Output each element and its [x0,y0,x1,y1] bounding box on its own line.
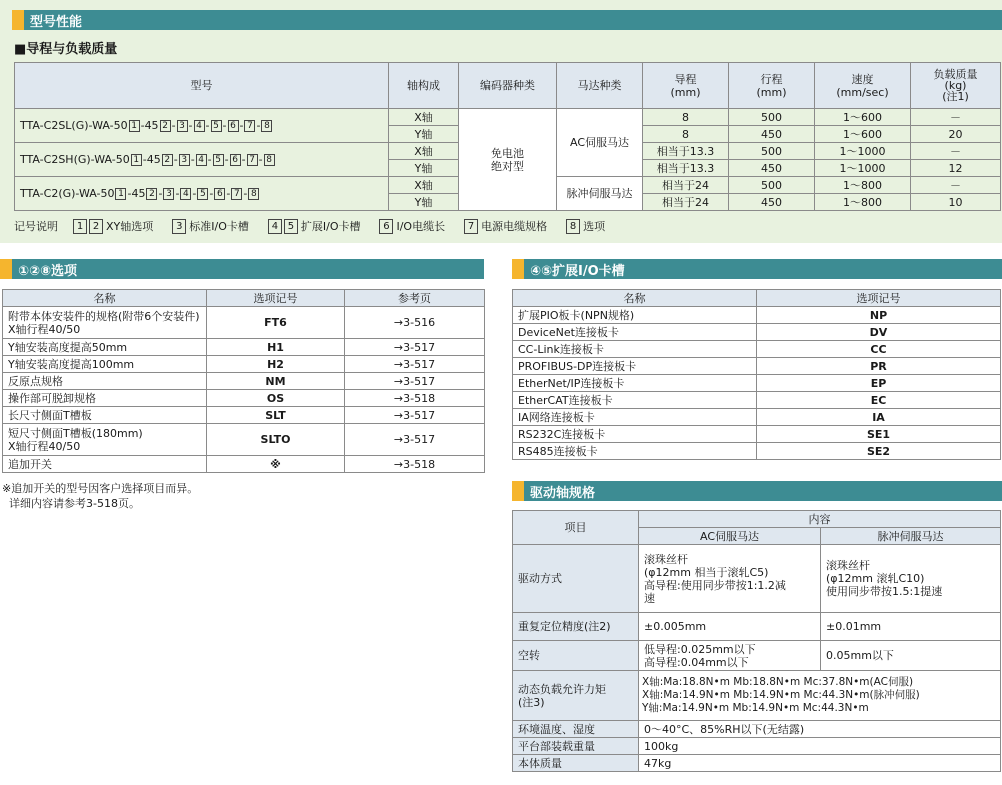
table-row [3,356,485,373]
io-name: EtherNet/IP连接板卡 [513,375,757,392]
section-title: ④⑤扩展I/O卡槽 [530,263,625,279]
header-stroke: 行程 (mm) [729,63,815,109]
option-page: →3-517 [345,356,485,373]
speed-cell: 1～1000 [815,160,911,177]
table-row [3,373,485,390]
model-option-box: 2 [162,154,173,166]
model-code-part: TTA-C2SL(G)-WA-50 [20,119,128,132]
axis-cell: Y轴 [389,194,459,211]
model-code-part: - [192,187,197,200]
io-name: RS485连接板卡 [513,443,757,460]
io-name: EtherCAT连接板卡 [513,392,757,409]
io-code: SE1 [757,426,1001,443]
encoder-cell: 免电池 绝对型 [459,109,557,211]
model-option-box: 1 [131,154,142,166]
option-name: Y轴安装高度提高50mm [3,339,207,356]
option-code: ※ [207,456,345,473]
io-code: NP [757,307,1001,324]
io-name: CC-Link连接板卡 [513,341,757,358]
drive-value: 47kg [639,755,1001,772]
axis-cell: Y轴 [389,160,459,177]
lead-cell: 相当于13.3 [643,143,729,160]
option-code: SLTO [207,424,345,456]
load-cell: 20 [911,126,1001,143]
lead-cell: 8 [643,109,729,126]
drive-item: 空转 [513,641,639,671]
moment-values [639,671,1001,721]
model-code-part: - [239,119,244,132]
io-header-code: 选项记号 [757,290,1001,307]
moment-line: X轴:Ma:14.9N•m Mb:14.9N•m Mc:44.3N•m(脉冲伺服) [642,689,920,701]
model-code-part: - [173,153,178,166]
drive-ac: ±0.005mm [639,613,821,641]
io-name: DeviceNet连接板卡 [513,324,757,341]
option-name: 反原点规格 [3,373,207,390]
options-header-page: 参考页 [345,290,485,307]
drive-pulse: 滚珠丝杆 (φ12mm 滚轧C10) 使用同步带按1.5:1提速 [821,545,1001,613]
option-page: →3-517 [345,407,485,424]
model-code-part: - [207,153,212,166]
io-code: DV [757,324,1001,341]
drive-item: 重复定位精度(注2) [513,613,639,641]
drive-item: 本体质量 [513,755,639,772]
stroke-cell: 450 [729,160,815,177]
lead-load-table [14,62,1001,211]
table-row [513,613,1001,641]
lead-cell: 相当于13.3 [643,160,729,177]
option-name: 长尺寸侧面T槽板 [3,407,207,424]
axis-cell: X轴 [389,177,459,194]
speed-cell: 1～800 [815,194,911,211]
model-option-box: 7 [244,120,255,132]
model-code-part: - [256,119,261,132]
legend-box: 7 [464,219,478,234]
stroke-cell: 450 [729,194,815,211]
model-code-part: - [205,119,210,132]
drive-ac: 滚珠丝杆 (φ12mm 相当于滚轧C5) 高导程:使用同步带按1:1.2减 速 [639,545,821,613]
lead-cell: 相当于24 [643,177,729,194]
option-code: OS [207,390,345,407]
lead-cell: 8 [643,126,729,143]
axis-cell: X轴 [389,109,459,126]
table-row [3,424,485,456]
model-option-box: 6 [230,154,241,166]
drive-header-item: 项目 [513,511,639,545]
io-name: 扩展PIO板卡(NPN规格) [513,307,757,324]
model-cell [15,177,389,211]
load-cell: － [911,143,1001,160]
table-row [513,738,1001,755]
model-code-part: - [258,153,263,166]
section-header-options [0,259,484,279]
axis-cell: Y轴 [389,126,459,143]
model-option-box: 7 [231,188,242,200]
model-code-part: TTA-C2(G)-WA-50 [20,187,115,200]
io-code: SE2 [757,443,1001,460]
model-option-box: 4 [180,188,191,200]
legend-text: 电源电缆规格 [481,220,548,233]
sub-title-lead-load: ■导程与负载质量 [14,42,118,57]
speed-cell: 1～600 [815,109,911,126]
table-row [513,443,1001,460]
stroke-cell: 500 [729,109,815,126]
table-row [513,545,1001,613]
model-code-part: - [188,119,193,132]
section-title: ①②⑧选项 [18,263,78,279]
section-marker [512,481,524,501]
load-cell: 10 [911,194,1001,211]
model-option-box: 3 [179,154,190,166]
option-page: →3-517 [345,424,485,456]
section-marker [0,259,12,279]
table-row [513,755,1001,772]
model-option-box: 3 [177,120,188,132]
load-cell: － [911,109,1001,126]
section-header-drive [512,481,1002,501]
table-row [513,641,1001,671]
header-model: 型号 [15,63,389,109]
option-name: 追加开关 [3,456,207,473]
options-table [2,289,485,473]
table-row [513,324,1001,341]
table-row [513,375,1001,392]
legend-text: I/O电缆长 [396,220,446,233]
legend-item [171,218,249,234]
header-motor: 马达种类 [557,63,643,109]
model-option-box: 1 [129,120,140,132]
drive-header-content: 内容 [639,511,1001,528]
option-page: →3-518 [345,456,485,473]
section-marker [12,10,24,30]
section-header-model-performance [12,10,1002,30]
model-option-box: 1 [115,188,126,200]
option-code: SLT [207,407,345,424]
model-option-box: 4 [196,154,207,166]
drive-item: 环境温度、湿度 [513,721,639,738]
motor-cell: AC伺服马达 [557,109,643,177]
model-code-part: -45 [127,187,146,200]
speed-cell: 1～1000 [815,143,911,160]
option-name: Y轴安装高度提高100mm [3,356,207,373]
legend-item [72,218,153,234]
header-speed: 速度 (mm/sec) [815,63,911,109]
load-cell: － [911,177,1001,194]
legend-item [565,218,605,234]
model-code-part: - [175,187,180,200]
model-option-box: 6 [214,188,225,200]
table-row [513,409,1001,426]
io-header-name: 名称 [513,290,757,307]
model-option-box: 3 [163,188,174,200]
model-code-part: - [209,187,214,200]
drive-value: 100kg [639,738,1001,755]
drive-item: 动态负载允许力矩 (注3) [513,671,639,721]
option-page: →3-518 [345,390,485,407]
io-code: CC [757,341,1001,358]
legend-label: 记号说明 [14,220,58,233]
legend-box: 5 [284,219,298,234]
table-row [3,390,485,407]
model-option-box: 8 [261,120,272,132]
axis-cell: X轴 [389,143,459,160]
drive-item: 驱动方式 [513,545,639,613]
model-option-box: 2 [146,188,157,200]
model-option-box: 8 [248,188,259,200]
legend-text: 扩展I/O卡槽 [300,220,361,233]
io-code: PR [757,358,1001,375]
section-title: 驱动轴规格 [530,485,596,501]
table-row [513,358,1001,375]
stroke-cell: 500 [729,143,815,160]
model-code-part: - [158,187,163,200]
moment-line: Y轴:Ma:14.9N•m Mb:14.9N•m Mc:44.3N•m [642,702,869,714]
model-option-box: 7 [247,154,258,166]
model-code-part: TTA-C2SH(G)-WA-50 [20,153,130,166]
drive-pulse: ±0.01mm [821,613,1001,641]
symbol-legend [14,218,623,234]
table-row [513,671,1001,721]
option-code: FT6 [207,307,345,339]
header-load: 负载质量 (kg) (注1) [911,63,1001,109]
load-cell: 12 [911,160,1001,177]
legend-box: 3 [172,219,186,234]
drive-pulse: 0.05mm以下 [821,641,1001,671]
drive-header-pulse: 脉冲伺服马达 [821,528,1001,545]
legend-item [463,218,547,234]
motor-cell: 脉冲伺服马达 [557,177,643,211]
model-option-box: 2 [160,120,171,132]
option-code: NM [207,373,345,390]
drive-header-ac: AC伺服马达 [639,528,821,545]
option-code: H2 [207,356,345,373]
table-row [513,307,1001,324]
model-code-part: - [226,187,231,200]
drive-value: 0～40°C、85%RH以下(无结露) [639,721,1001,738]
model-option-box: 5 [211,120,222,132]
legend-text: XY轴选项 [106,220,154,233]
legend-box: 6 [379,219,393,234]
option-page: →3-516 [345,307,485,339]
io-code: IA [757,409,1001,426]
io-name: RS232C连接板卡 [513,426,757,443]
section-title: 型号性能 [30,14,83,30]
header-lead: 导程 (mm) [643,63,729,109]
section-marker [512,259,524,279]
header-encoder: 编码器种类 [459,63,557,109]
header-axis: 轴构成 [389,63,459,109]
table-row [15,109,1001,126]
model-code-part: - [224,153,229,166]
model-cell [15,143,389,177]
legend-box: 8 [566,219,580,234]
options-header-name: 名称 [3,290,207,307]
model-code-part: -45 [140,119,159,132]
model-code-part: - [241,153,246,166]
drive-table [512,510,1001,772]
model-code-part: -45 [142,153,161,166]
model-code-part: - [222,119,227,132]
io-code: EC [757,392,1001,409]
drive-item: 平台部装载重量 [513,738,639,755]
io-name: IA网络连接板卡 [513,409,757,426]
legend-box: 1 [73,219,87,234]
model-cell [15,109,389,143]
options-header-code: 选项记号 [207,290,345,307]
io-table [512,289,1001,460]
table-row [513,392,1001,409]
lead-cell: 相当于24 [643,194,729,211]
legend-item [378,218,445,234]
legend-text: 标准I/O卡槽 [189,220,249,233]
speed-cell: 1～600 [815,126,911,143]
model-option-box: 6 [228,120,239,132]
model-code-part: - [190,153,195,166]
io-code: EP [757,375,1001,392]
stroke-cell: 450 [729,126,815,143]
model-code-part: - [243,187,248,200]
option-name: 附带本体安装件的规格(附带6个安装件) X轴行程40/50 [3,307,207,339]
legend-text: 选项 [583,220,606,233]
model-option-box: 8 [264,154,275,166]
legend-box: 4 [268,219,282,234]
options-note: ※追加开关的型号因客户选择项目而异。 详细内容请参考3-518页。 [2,482,199,510]
model-code-part: - [171,119,176,132]
option-page: →3-517 [345,373,485,390]
table-row [3,339,485,356]
table-row [513,721,1001,738]
option-page: →3-517 [345,339,485,356]
drive-ac: 低导程:0.025mm以下 高导程:0.04mm以下 [639,641,821,671]
table-row [513,426,1001,443]
speed-cell: 1～800 [815,177,911,194]
option-name: 短尺寸侧面T槽板(180mm) X轴行程40/50 [3,424,207,456]
table-row [3,307,485,339]
table-row [3,407,485,424]
legend-item [267,218,361,234]
section-header-io [512,259,1002,279]
model-option-box: 4 [194,120,205,132]
legend-box: 2 [89,219,103,234]
model-option-box: 5 [213,154,224,166]
stroke-cell: 500 [729,177,815,194]
model-option-box: 5 [197,188,208,200]
table-row [3,456,485,473]
table-row [513,341,1001,358]
option-name: 操作部可脱卸规格 [3,390,207,407]
moment-line: X轴:Ma:18.8N•m Mb:18.8N•m Mc:37.8N•m(AC伺服) [642,676,914,688]
option-code: H1 [207,339,345,356]
io-name: PROFIBUS-DP连接板卡 [513,358,757,375]
